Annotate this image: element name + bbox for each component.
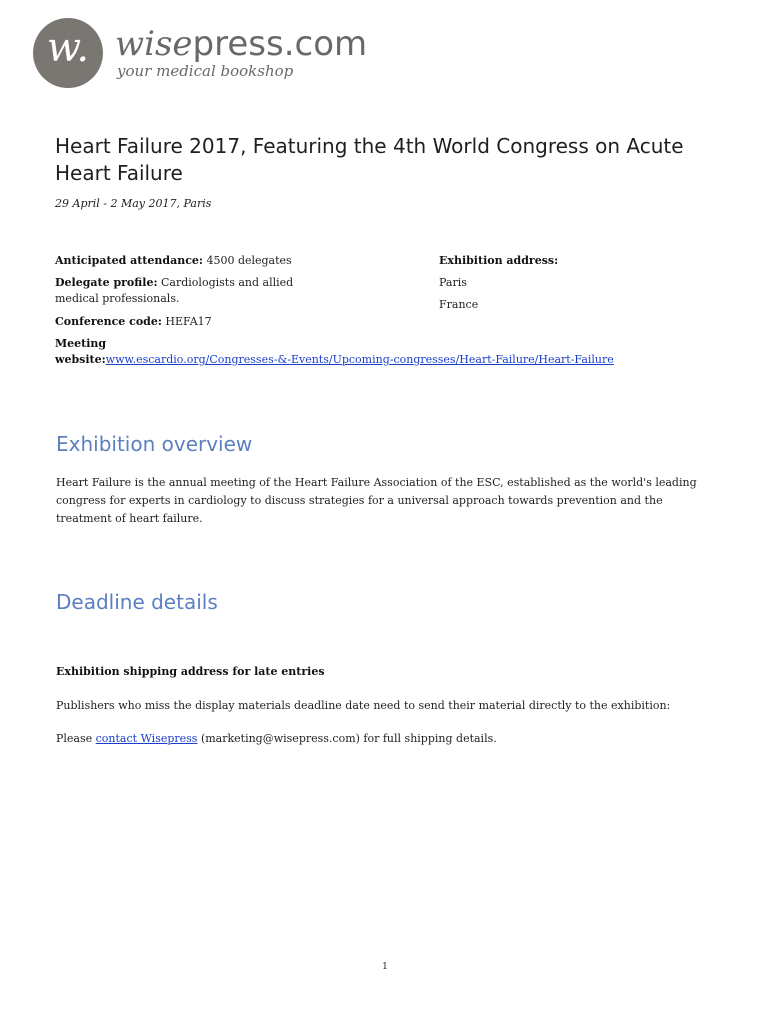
logo-mark [33,18,103,88]
exhibition-address-line-1: Paris [439,276,467,289]
exhibition-overview-text: Heart Failure is the annual meeting of the Heart Failure Association of the ESC, established as the world's leading congress for experts in cardiology to discuss strategies for a universal approach towards prevention and the treatment of heart failure. [56,476,697,525]
event-dates: 29 April - 2 May 2017, Paris [55,197,212,210]
shipping-address-subheading [56,664,656,680]
attendance-label: Anticipated attendance: [55,254,203,267]
exhibition-address-label-text: Exhibition address: [439,254,559,267]
contact-text-after: (marketing@wisepress.com) for full shipping details. [197,732,497,745]
logo-tagline: your medical bookshop [117,62,294,80]
contact-paragraph [56,730,716,748]
exhibition-address-label [439,253,699,269]
wisepress-logo[interactable] [33,18,393,88]
attendance-value: 4500 delegates [202,254,292,267]
exhibition-address-line-2: France [439,298,479,311]
contact-wisepress-link[interactable]: contact Wisepress [95,732,198,745]
attendance-row [55,253,395,269]
logo-mark-text: w. [46,25,90,71]
exhibition-overview-heading: Exhibition overview [56,432,253,456]
page-number: 1 [382,962,388,972]
delegate-profile-label: Delegate profile: [55,276,158,289]
logo-name-main: wise [115,24,193,64]
logo-name-rest: press.com [192,24,368,64]
meeting-website-label-2: website: [55,353,106,366]
meeting-website-label-1: Meeting [55,337,107,350]
logo-name [115,26,367,63]
contact-text-before: Please [56,732,96,745]
deadline-text: Publishers who miss the display materials deadline date need to send their material directly to the exhibition: [56,699,671,712]
shipping-address-subheading-text: Exhibition shipping address for late entries [56,665,325,678]
meeting-website-link[interactable]: www.escardio.org/Congresses-&-Events/Upcoming-congresses/Heart-Failure/Heart-Failure [105,353,614,366]
conference-code-row [55,314,395,330]
delegate-profile-row [55,275,305,307]
conference-code-value: HEFA17 [161,315,212,328]
meeting-website-row [55,336,655,368]
conference-code-label: Conference code: [55,315,162,328]
page-title: Heart Failure 2017, Featuring the 4th World Congress on Acute Heart Failure [55,134,684,185]
delegate-profile-value: Cardiologists and allied medical professionals. [55,276,294,305]
deadline-details-heading: Deadline details [56,590,218,614]
